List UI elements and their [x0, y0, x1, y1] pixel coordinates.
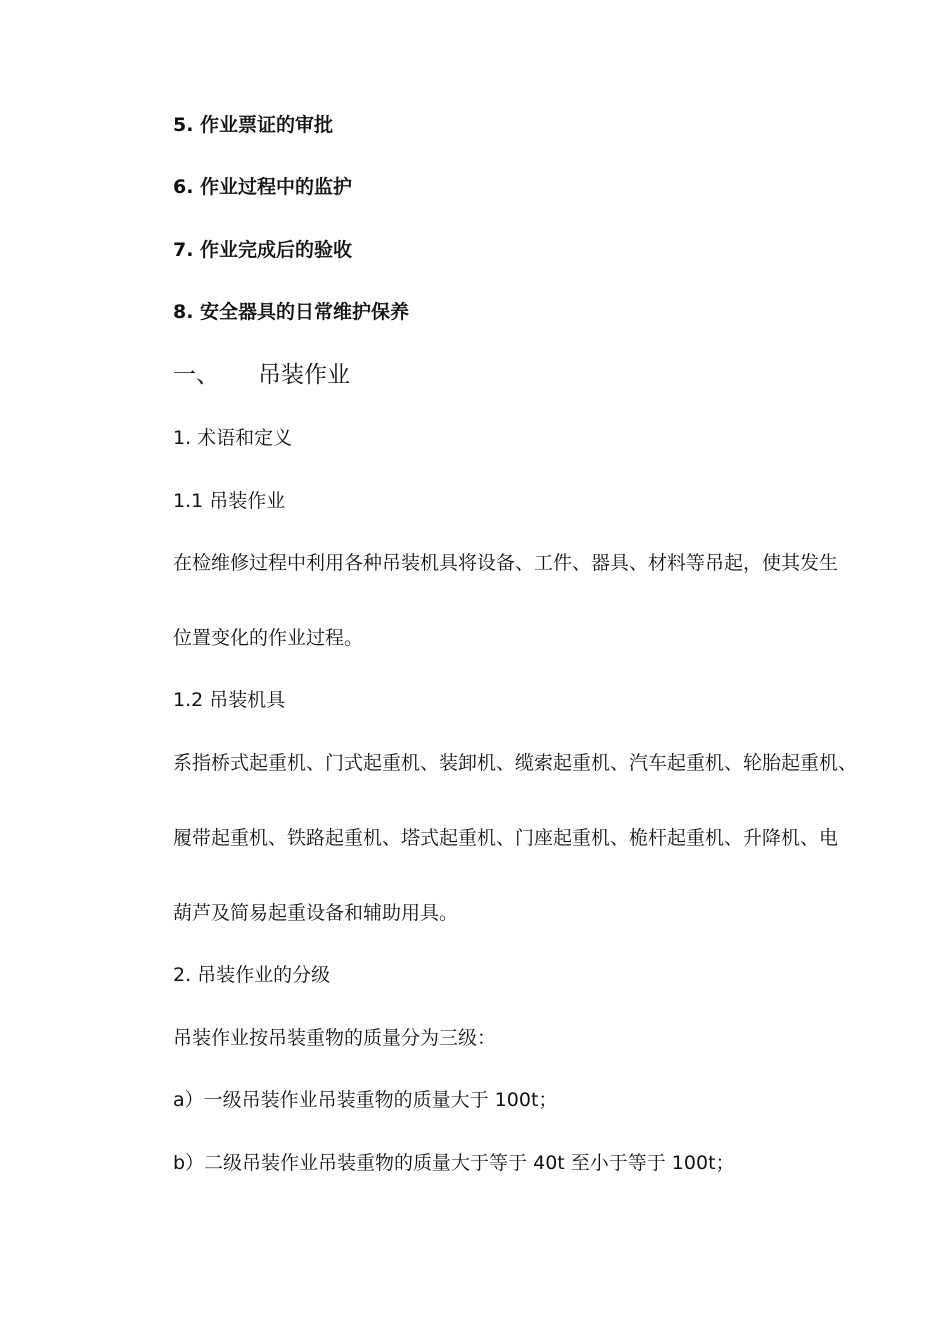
list-item-acceptance: 7. 作业完成后的验收	[173, 239, 353, 261]
list-item-maintenance: 8. 安全器具的日常维护保养	[173, 301, 410, 323]
list-item-monitoring: 6. 作业过程中的监护	[173, 176, 353, 198]
list-item-approval: 5. 作业票证的审批	[173, 114, 334, 136]
paragraph-line: 吊装作业按吊装重物的质量分为三级：	[173, 1027, 497, 1049]
subheading-lifting-operation: 1.1 吊装作业	[173, 490, 286, 512]
subheading-lifting-equipment: 1.2 吊装机具	[173, 689, 286, 711]
list-item-level-a: a）一级吊装作业吊装重物的质量大于 100t；	[173, 1089, 558, 1111]
paragraph-line: 位置变化的作业过程。	[173, 627, 364, 649]
list-item-level-b: b）二级吊装作业吊装重物的质量大于等于 40t 至小于等于 100t；	[173, 1152, 735, 1174]
section-heading	[173, 361, 350, 389]
paragraph-line: 履带起重机、铁路起重机、塔式起重机、门座起重机、桅杆起重机、升降机、电	[173, 827, 839, 849]
heading-terms: 1. 术语和定义	[173, 427, 293, 449]
paragraph-line: 在检维修过程中利用各种吊装机具将设备、工件、器具、材料等吊起，使其发生	[173, 552, 839, 574]
section-number: 一、	[173, 362, 219, 388]
heading-classification: 2. 吊装作业的分级	[173, 964, 331, 986]
section-title: 吊装作业	[258, 362, 350, 388]
paragraph-line: 葫芦及简易起重设备和辅助用具。	[173, 902, 459, 924]
paragraph-line: 系指桥式起重机、门式起重机、装卸机、缆索起重机、汽车起重机、轮胎起重机、	[173, 752, 858, 774]
